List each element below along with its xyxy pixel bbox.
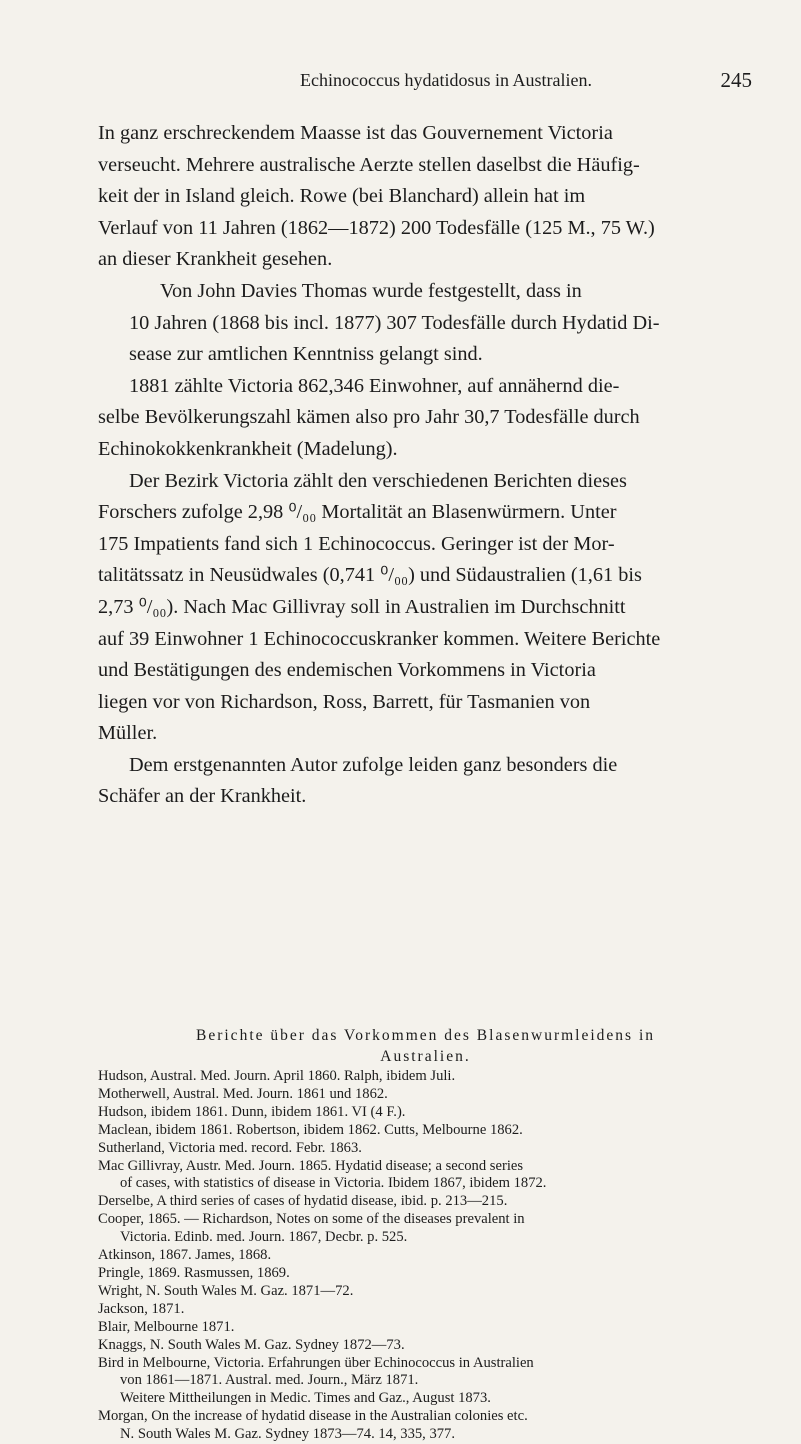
reference-line: Jackson, 1871.	[98, 1300, 185, 1317]
text-line: sease zur amtlichen Kenntniss gelangt sind.	[129, 343, 483, 366]
reference-line: Motherwell, Austral. Med. Journ. 1861 und 1862.	[98, 1085, 388, 1102]
text-line: 1881 zählte Victoria 862,346 Einwohner, auf annähernd die-	[129, 374, 620, 397]
reference-line: Morgan, On the increase of hydatid disease in the Australian colonies etc.	[98, 1408, 528, 1425]
text-line: Schäfer an der Krankheit.	[98, 785, 307, 808]
text-line: Dem erstgenannten Autor zufolge leiden ganz besonders die	[129, 753, 618, 776]
reference-line: Pringle, 1869. Rasmussen, 1869.	[98, 1264, 290, 1281]
text-line: und Bestätigungen des endemischen Vorkommens in Victoria	[98, 659, 596, 682]
paragraph-3	[98, 371, 753, 466]
section-heading-line: Australien.	[380, 1048, 471, 1065]
reference-continuation-line: Weitere Mittheilungen in Medic. Times and Gaz., August 1873.	[120, 1390, 491, 1407]
reference-line: Hudson, Austral. Med. Journ. April 1860. Ralph, ibidem Juli.	[98, 1068, 456, 1084]
text-line: Müller.	[98, 722, 158, 745]
reference-entry	[98, 1319, 758, 1337]
reference-entry	[98, 1158, 758, 1194]
text-line: verseucht. Mehrere australische Aerzte stellen daselbst die Häufig-	[98, 153, 640, 176]
section-heading	[98, 1025, 753, 1067]
reference-line: Blair, Melbourne 1871.	[98, 1318, 235, 1335]
body-text	[98, 118, 753, 813]
text-line: auf 39 Einwohner 1 Echinococcuskranker kommen. Weitere Berichte	[98, 627, 661, 650]
text-line: an dieser Krankheit gesehen.	[98, 248, 333, 271]
text-line: In ganz erschreckendem Maasse ist das Gouvernement Victoria	[98, 122, 613, 144]
reference-entry	[98, 1193, 758, 1211]
reference-line: Knaggs, N. South Wales M. Gaz. Sydney 1872—73.	[98, 1336, 405, 1353]
reference-line: Atkinson, 1867. James, 1868.	[98, 1247, 272, 1264]
paragraph-1	[98, 118, 753, 276]
text-line: liegen vor von Richardson, Ross, Barrett, für Tasmanien von	[98, 690, 591, 713]
reference-entry	[98, 1283, 758, 1301]
reference-line: Cooper, 1865. — Richardson, Notes on some of the diseases prevalent in	[98, 1211, 525, 1228]
reference-entry	[98, 1265, 758, 1283]
section-heading-line: Berichte über das Vorkommen des Blasenwurmleidens in	[196, 1027, 655, 1044]
paragraph-4	[98, 466, 753, 750]
text-line: talitätssatz in Neusüdwales (0,741 ⁰/₀₀) und Südaustralien (1,61 bis	[98, 564, 642, 587]
reference-entry	[98, 1068, 758, 1086]
reference-line: Wright, N. South Wales M. Gaz. 1871—72.	[98, 1282, 354, 1299]
text-line: Echinokokkenkrankheit (Madelung).	[98, 437, 398, 460]
reference-line: Hudson, ibidem 1861. Dunn, ibidem 1861. VI (4 F.).	[98, 1103, 406, 1120]
text-line: 2,73 ⁰/₀₀). Nach Mac Gillivray soll in Australien im Durchschnitt	[98, 595, 626, 618]
running-title: Echinococcus hydatidosus in Australien.	[300, 70, 592, 90]
reference-line: Maclean, ibidem 1861. Robertson, ibidem 1862. Cutts, Melbourne 1862.	[98, 1121, 523, 1138]
reference-continuation-line: von 1861—1871. Austral. med. Journ., März 1871.	[120, 1372, 419, 1389]
text-line: Der Bezirk Victoria zählt den verschiedenen Berichten dieses	[129, 469, 627, 492]
reference-entry	[98, 1211, 758, 1247]
reference-entry	[98, 1122, 758, 1140]
text-line: Forschers zufolge 2,98 ⁰/₀₀ Mortalität an Blasenwürmern. Unter	[98, 501, 617, 524]
reference-entry	[98, 1140, 758, 1158]
reference-continuation-line: Victoria. Edinb. med. Journ. 1867, Decbr. p. 525.	[120, 1229, 408, 1246]
reference-entry	[98, 1408, 758, 1444]
text-line: Von John Davies Thomas wurde festgestellt, dass in	[160, 279, 582, 302]
reference-entry	[98, 1086, 758, 1104]
reference-entry	[98, 1247, 758, 1265]
reference-entry	[98, 1355, 758, 1409]
text-line: 175 Impatients fand sich 1 Echinococcus. Geringer ist der Mor-	[98, 532, 615, 555]
reference-continuation-line: N. South Wales M. Gaz. Sydney 1873—74. 14, 335, 377.	[120, 1426, 456, 1443]
reference-entry	[98, 1301, 758, 1319]
paragraph-2	[98, 276, 753, 371]
text-line: keit der in Island gleich. Rowe (bei Blanchard) allein hat im	[98, 185, 586, 208]
page-number: 245	[720, 68, 752, 92]
reference-line: Bird in Melbourne, Victoria. Erfahrungen über Echinococcus in Australien	[98, 1354, 534, 1371]
reference-line: Derselbe, A third series of cases of hydatid disease, ibid. p. 213—215.	[98, 1193, 508, 1210]
text-line: selbe Bevölkerungszahl kämen also pro Jahr 30,7 Todesfälle durch	[98, 406, 640, 429]
paragraph-5	[98, 750, 753, 813]
reference-continuation-line: of cases, with statistics of disease in Victoria. Ibidem 1867, ibidem 1872.	[120, 1175, 547, 1192]
text-line: Verlauf von 11 Jahren (1862—1872) 200 Todesfälle (125 M., 75 W.)	[98, 216, 655, 239]
reference-list	[98, 1068, 758, 1444]
reference-entry	[98, 1104, 758, 1122]
text-line: 10 Jahren (1868 bis incl. 1877) 307 Todesfälle durch Hydatid Di-	[129, 311, 660, 334]
reference-line: Sutherland, Victoria med. record. Febr. 1863.	[98, 1139, 362, 1156]
reference-entry	[98, 1337, 758, 1355]
reference-line: Mac Gillivray, Austr. Med. Journ. 1865. Hydatid disease; a second series	[98, 1157, 524, 1174]
